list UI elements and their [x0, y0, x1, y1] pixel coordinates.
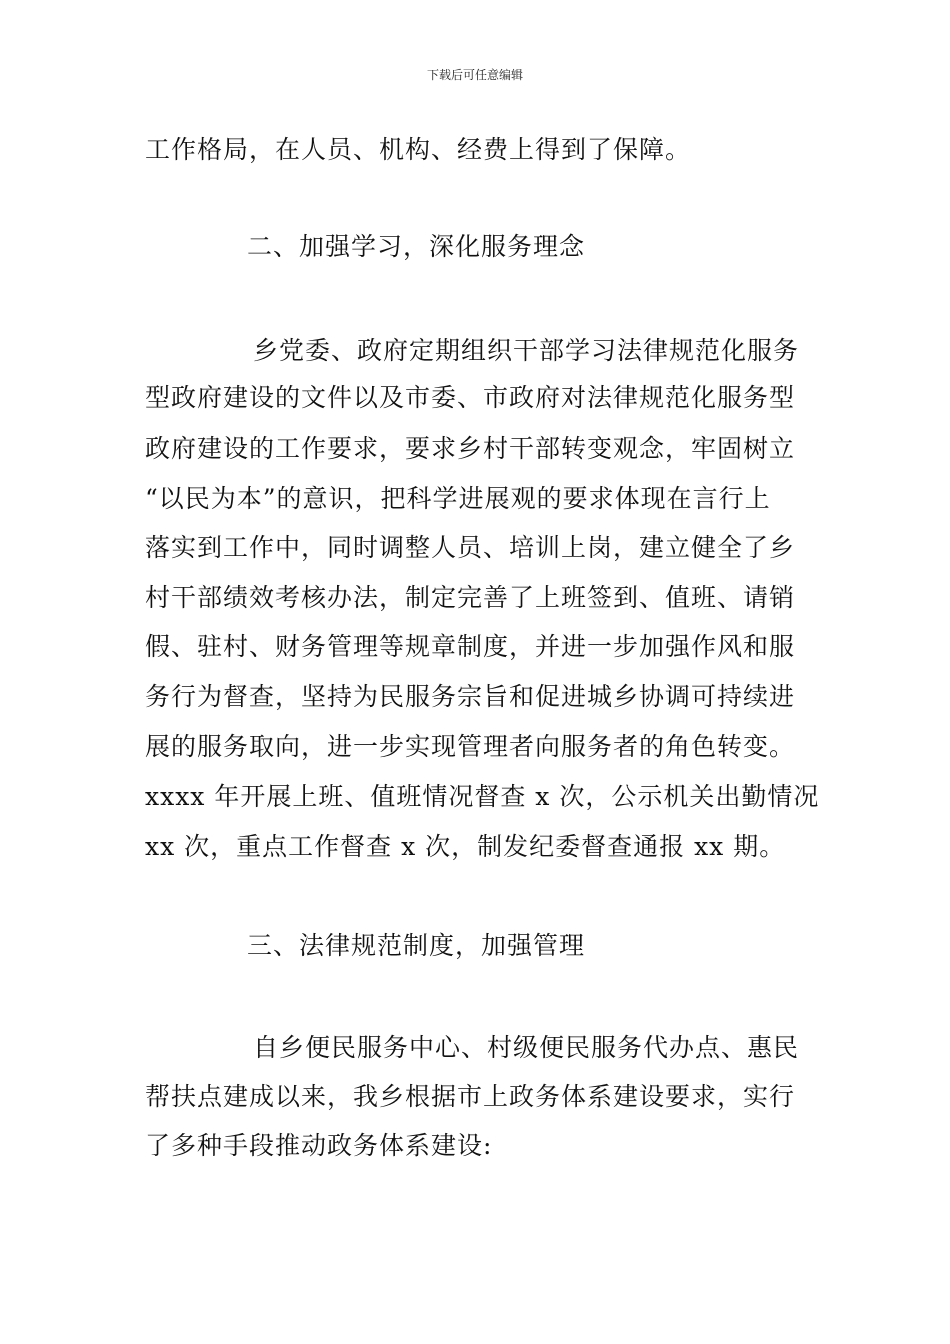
section-heading-2: 二、加强学习，深化服务理念 — [247, 232, 586, 261]
section-heading-3: 三、法律规范制度，加强管理 — [247, 931, 586, 960]
paragraph-line: 了多种手段推动政务体系建设: — [145, 1131, 493, 1160]
paragraph-line: 假、驻村、财务管理等规章制度，并进一步加强作风和服 — [145, 632, 796, 661]
paragraph-line: 务行为督查，坚持为民服务宗旨和促进城乡协调可持续进 — [145, 682, 796, 711]
paragraph-line: 乡党委、政府定期组织干部学习法律规范化服务 — [253, 336, 800, 365]
paragraph-line: 落实到工作中，同时调整人员、培训上岗，建立健全了乡 — [145, 533, 796, 562]
paragraph-line: 展的服务取向，进一步实现管理者向服务者的角色转变。 — [145, 732, 796, 761]
paragraph-line: 村干部绩效考核办法，制定完善了上班签到、值班、请销 — [145, 583, 796, 612]
paragraph-line: 工作格局，在人员、机构、经费上得到了保障。 — [145, 135, 692, 164]
paragraph-line: xxxx 年开展上班、值班情况督查 x 次，公示机关出勤情况 — [145, 782, 820, 811]
page-header-note: 下载后可任意编辑 — [426, 68, 523, 82]
paragraph-line: 帮扶点建成以来，我乡根据市上政务体系建设要求，实行 — [145, 1082, 796, 1111]
paragraph-line: 政府建设的工作要求，要求乡村干部转变观念，牢固树立 — [145, 434, 796, 463]
paragraph-line: 自乡便民服务中心、村级便民服务代办点、惠民 — [253, 1033, 800, 1062]
paragraph-line: “以民为本”的意识，把科学进展观的要求体现在言行上 — [145, 484, 771, 513]
paragraph-line: xx 次，重点工作督查 x 次，制发纪委督查通报 xx 期。 — [145, 832, 786, 861]
paragraph-line: 型政府建设的文件以及市委、市政府对法律规范化服务型 — [145, 383, 796, 412]
